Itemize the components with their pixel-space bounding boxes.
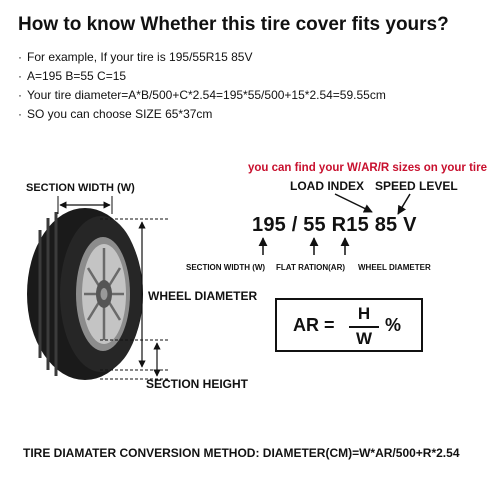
tire-size-note: you can find your W/AR/R sizes on your tire bbox=[248, 162, 487, 174]
section-height-label: SECTION HEIGHT bbox=[146, 377, 249, 391]
load-index-label: LOAD INDEX bbox=[290, 179, 365, 193]
speed-level-label: SPEED LEVEL bbox=[375, 179, 458, 193]
bullet-icon: · bbox=[18, 88, 22, 102]
conversion-method: TIRE DIAMATER CONVERSION METHOD: DIAMETER(CM)=W*AR/500+R*2.54 bbox=[23, 446, 460, 460]
intro-line: · Your tire diameter=A*B/500+C*2.54=195*55/500+15*2.54=59.55cm bbox=[18, 86, 386, 105]
ar-fraction bbox=[349, 304, 379, 349]
bullet-icon: · bbox=[18, 50, 22, 64]
ar-numerator: H bbox=[357, 304, 371, 323]
fraction-bar bbox=[349, 326, 379, 328]
intro-line: · For example, If your tire is 195/55R15 85V bbox=[18, 48, 386, 67]
wheel-diameter-small-label: WHEEL DIAMETER bbox=[358, 263, 431, 272]
wheel-diameter-label: WHEEL DIAMETER bbox=[148, 289, 258, 303]
intro-line: · SO you can choose SIZE 65*37cm bbox=[18, 105, 386, 124]
ar-percent: % bbox=[385, 315, 402, 335]
ar-formula-lhs: AR = bbox=[293, 315, 335, 335]
tire-size-code: 195 / 55 R15 85 V bbox=[252, 214, 417, 236]
ar-formula-box bbox=[275, 298, 423, 352]
page-title: How to know Whether this tire cover fits yours? bbox=[18, 14, 449, 35]
intro-line: · A=195 B=55 C=15 bbox=[18, 67, 386, 86]
bullet-icon: · bbox=[18, 107, 22, 121]
bullet-icon: · bbox=[18, 69, 22, 83]
ar-denominator: W bbox=[355, 329, 373, 348]
tire-image bbox=[27, 208, 143, 380]
flat-ration-label: FLAT RATION(AR) bbox=[276, 263, 346, 272]
section-width-label: SECTION WIDTH (W) bbox=[26, 182, 135, 194]
section-width-small-label: SECTION WIDTH (W) bbox=[186, 263, 266, 272]
